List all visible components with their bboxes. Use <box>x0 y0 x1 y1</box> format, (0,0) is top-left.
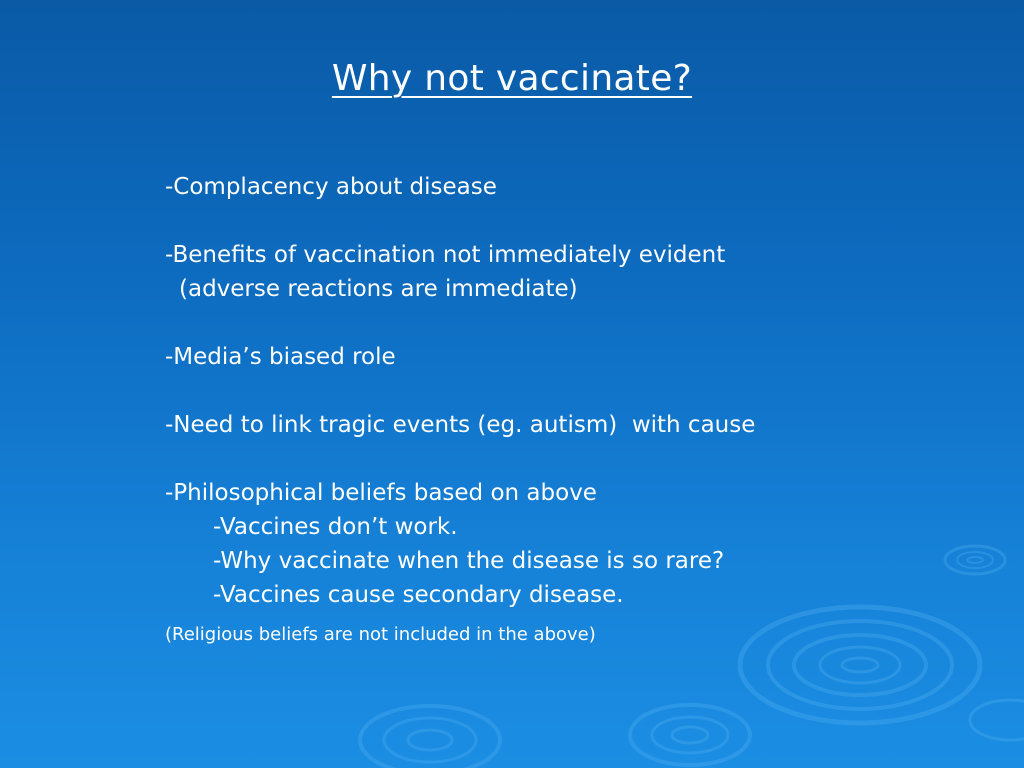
bullet-list <box>165 170 985 648</box>
point-media: -Media’s biased role <box>165 344 396 370</box>
point-philosophical: -Philosophical beliefs based on above <box>165 480 597 506</box>
spacer <box>165 442 985 476</box>
spacer <box>165 306 985 340</box>
point-complacency: -Complacency about disease <box>165 174 497 200</box>
point-benefits: -Benefits of vaccination not immediately evident <box>165 242 726 268</box>
spacer <box>165 204 985 238</box>
footnote: (Religious beliefs are not included in the above) <box>165 624 596 645</box>
point-link-events: -Need to link tragic events (eg. autism) with cause <box>165 412 756 438</box>
slide-title <box>0 58 1024 99</box>
subpoint-why-vaccinate: -Why vaccinate when the disease is so rare? <box>213 548 725 574</box>
slide-title-text: Why not vaccinate? <box>331 58 693 99</box>
subpoint-vaccines-dont-work: -Vaccines don’t work. <box>213 514 458 540</box>
subpoint-secondary-disease: -Vaccines cause secondary disease. <box>213 582 624 608</box>
spacer <box>165 374 985 408</box>
point-benefits-sub: (adverse reactions are immediate) <box>179 276 578 302</box>
